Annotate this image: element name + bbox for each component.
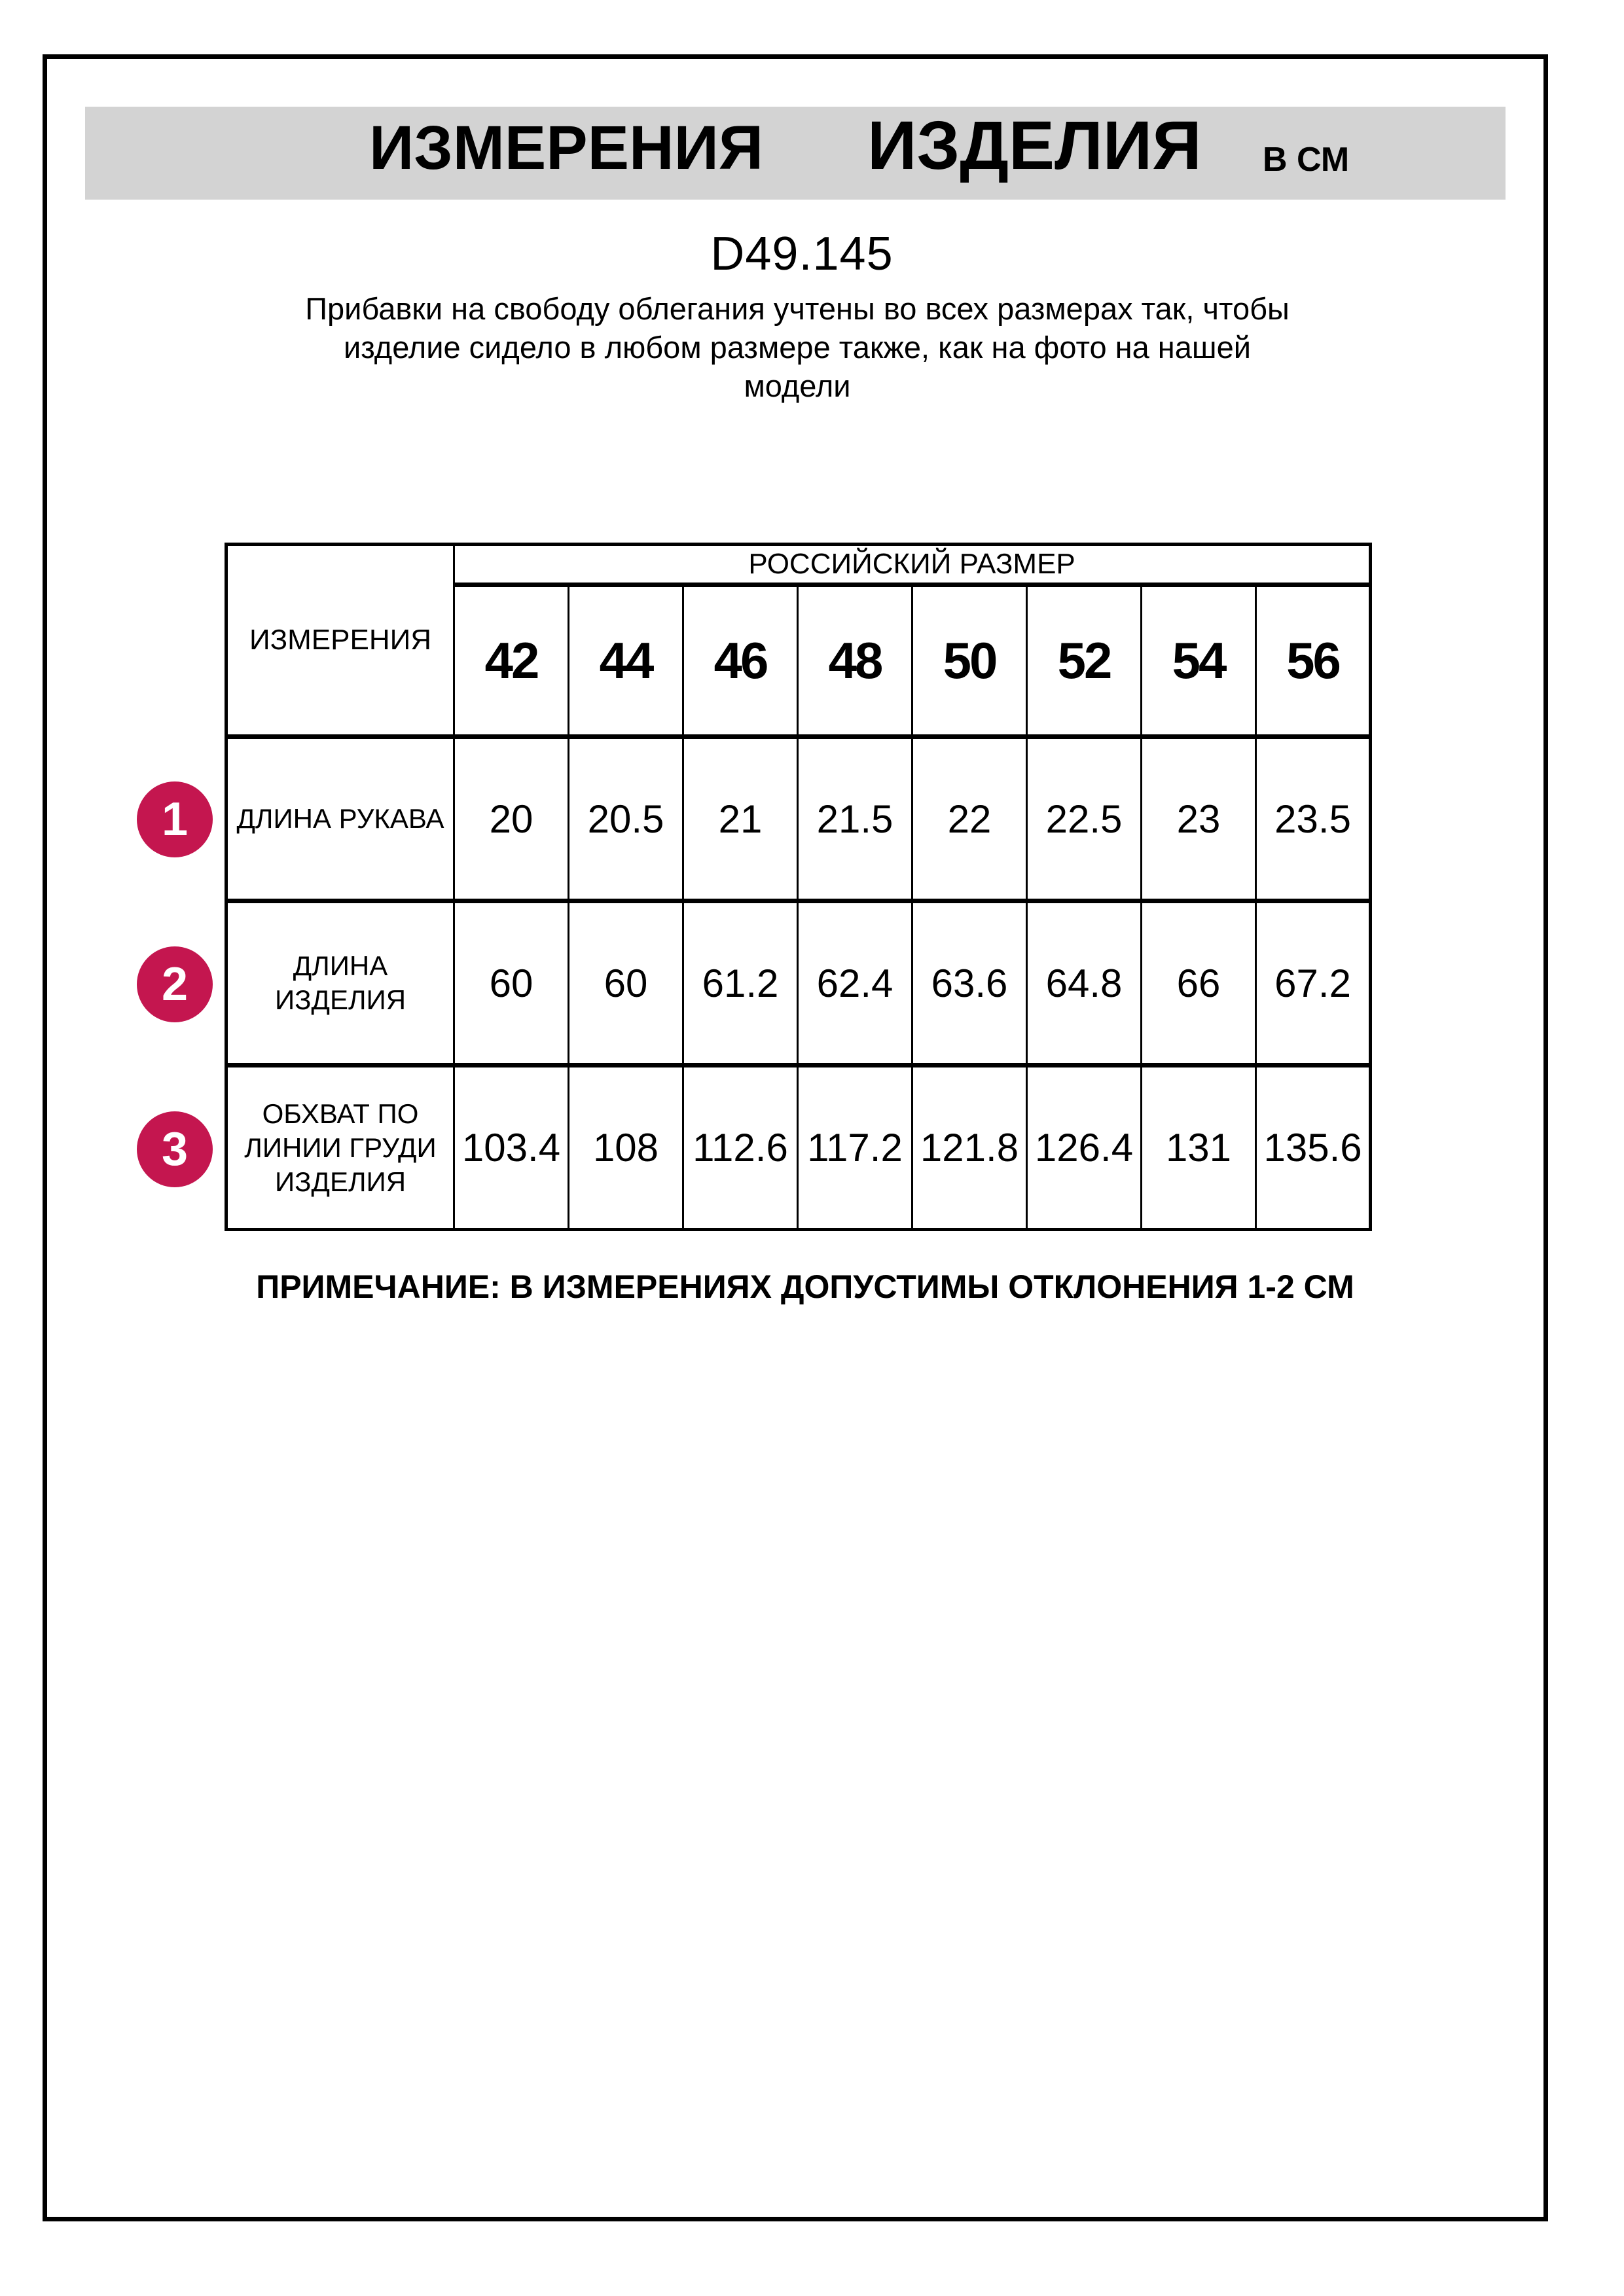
cell-value: 60 [569,901,683,1066]
cell-value: 20 [454,737,569,901]
cell-value: 62.4 [798,901,912,1066]
size-table [225,543,1372,1231]
size-header: 44 [569,585,683,737]
title-word-product: ИЗДЕЛИЯ [867,107,1202,184]
row-label: ДЛИНА РУКАВА [226,737,454,901]
intro-paragraph [0,289,1595,405]
cell-value: 103.4 [454,1066,569,1230]
cell-value: 23.5 [1256,737,1371,901]
cell-value: 61.2 [683,901,798,1066]
size-header: 54 [1142,585,1256,737]
cell-value: 21 [683,737,798,901]
size-header: 50 [912,585,1027,737]
cell-value: 20.5 [569,737,683,901]
cell-value: 126.4 [1027,1066,1142,1230]
cell-value: 121.8 [912,1066,1027,1230]
cell-value: 60 [454,901,569,1066]
cell-value: 112.6 [683,1066,798,1230]
cell-value: 66 [1142,901,1256,1066]
model-code: D49.145 [710,228,893,280]
table-row-garment-length [226,901,1371,1066]
table-corner-label: ИЗМЕРЕНИЯ [226,545,454,737]
size-header: 56 [1256,585,1371,737]
title-band [85,107,1506,200]
cell-value: 63.6 [912,901,1027,1066]
row-number-badge-3: 3 [137,1111,213,1187]
cell-value: 21.5 [798,737,912,901]
cell-value: 23 [1142,737,1256,901]
cell-value: 64.8 [1027,901,1142,1066]
cell-value: 67.2 [1256,901,1371,1066]
title-unit-cm: В СМ [1263,141,1350,179]
cell-value: 108 [569,1066,683,1230]
table-group-header: РОССИЙСКИЙ РАЗМЕР [454,545,1371,585]
size-header: 48 [798,585,912,737]
intro-line-1: Прибавки на свободу облегания учтены во всех размерах так, чтобы [305,291,1290,326]
tolerance-note: ПРИМЕЧАНИЕ: В ИЗМЕРЕНИЯХ ДОПУСТИМЫ ОТКЛОНЕНИЯ 1-2 СМ [256,1268,1354,1305]
row-number-badge-1: 1 [137,781,213,857]
cell-value: 22 [912,737,1027,901]
table-row-chest-girth [226,1066,1371,1230]
size-header: 52 [1027,585,1142,737]
intro-line-3: модели [744,368,851,403]
title-word-measurements: ИЗМЕРЕНИЯ [369,113,764,183]
cell-value: 22.5 [1027,737,1142,901]
size-header: 42 [454,585,569,737]
table-row-sleeve-length [226,737,1371,901]
row-label: ОБХВАТ ПО ЛИНИИ ГРУДИ ИЗДЕЛИЯ [226,1066,454,1230]
row-label: ДЛИНА ИЗДЕЛИЯ [226,901,454,1066]
intro-line-2: изделие сидело в любом размере также, как на фото на нашей [344,330,1251,365]
row-number-badge-2: 2 [137,946,213,1022]
cell-value: 135.6 [1256,1066,1371,1230]
cell-value: 131 [1142,1066,1256,1230]
size-header: 46 [683,585,798,737]
cell-value: 117.2 [798,1066,912,1230]
